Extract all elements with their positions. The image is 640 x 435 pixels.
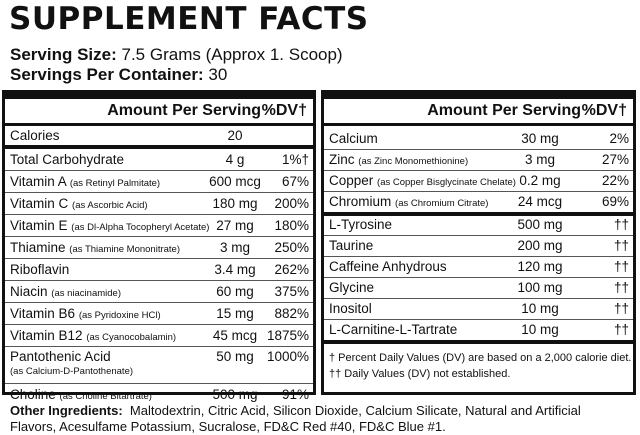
nutrient-name — [329, 192, 488, 214]
other-ingredients-text: Maltodextrin, Citric Acid, Silicon Dioxide, Calcium Silicate, Natural and Artificial Flavors, Acesulfame Potassium, Sucralose, FD&C Red #40, FD&C Blue #1. — [10, 403, 581, 434]
nutrient-dv: †† — [613, 259, 629, 274]
nutrient-amount: 500 mg — [517, 217, 563, 232]
nutrient-row — [5, 193, 313, 215]
nutrient-amount: 50 mg — [216, 349, 254, 364]
nutrient-row — [324, 278, 633, 299]
nutrient-name-text: Thiamine — [10, 240, 66, 255]
other-ingredients-label: Other Ingredients: — [10, 403, 123, 418]
nutrient-name — [10, 193, 148, 216]
nutrient-amount: 20 — [227, 128, 243, 143]
nutrient-row — [5, 127, 313, 149]
nutrient-amount: 200 mg — [517, 238, 563, 253]
other-ingredients — [10, 403, 630, 435]
nutrient-row — [5, 347, 313, 384]
footnote-percent-dv: † Percent Daily Values (DV) are based on a 2,000 calorie diet. — [329, 352, 632, 364]
nutrient-name-text: Vitamin B12 — [10, 328, 83, 343]
nutrient-amount: 10 mg — [521, 322, 559, 337]
nutrient-name — [10, 127, 60, 145]
nutrient-source-note: (as Zinc Monomethionine) — [358, 156, 469, 167]
servings-per-container-label: Servings Per Container: — [10, 65, 204, 84]
nutrient-name — [329, 171, 516, 193]
nutrient-name-text: Calories — [10, 128, 60, 143]
nutrient-dv: †† — [613, 322, 629, 337]
nutrient-name — [329, 320, 457, 340]
nutrient-dv: 27% — [601, 152, 629, 167]
nutrient-amount: 45 mcg — [212, 328, 258, 343]
nutrient-name-text: Vitamin E — [10, 218, 68, 233]
nutrient-amount: 180 mg — [212, 196, 258, 211]
nutrient-name — [10, 237, 180, 260]
servings-per-container-value: 30 — [208, 65, 228, 84]
right-nutrient-panel — [321, 90, 636, 395]
nutrient-dv: 2% — [609, 131, 629, 146]
right-panel-header — [324, 99, 633, 126]
page-title: SUPPLEMENT FACTS — [9, 1, 369, 37]
nutrient-dv: 375% — [274, 284, 309, 299]
nutrient-amount: 0.2 mg — [519, 173, 561, 188]
nutrient-amount: 600 mcg — [209, 174, 261, 189]
nutrient-source-note: (as Pyridoxine HCl) — [78, 310, 161, 321]
nutrient-name-text: Niacin — [10, 284, 48, 299]
nutrient-row — [324, 192, 633, 216]
left-nutrient-panel — [2, 90, 316, 402]
nutrient-name — [10, 303, 161, 326]
nutrient-source-note: (as Calcium-D-Pantothenate) — [10, 366, 134, 377]
nutrient-name-text: Glycine — [329, 280, 375, 295]
nutrient-name — [329, 236, 373, 256]
nutrient-dv: 69% — [601, 194, 629, 209]
nutrient-row — [324, 129, 633, 150]
nutrient-row — [5, 281, 313, 303]
nutrient-name-text: Taurine — [329, 238, 374, 253]
nutrient-name-text: Vitamin B6 — [10, 306, 76, 321]
nutrient-name-text: Total Carbohydrate — [10, 152, 125, 167]
nutrient-amount: 27 mg — [216, 218, 254, 233]
left-panel-header — [5, 99, 313, 126]
nutrient-name-text: Vitamin C — [10, 196, 69, 211]
nutrient-source-note: (as Cyanocobalamin) — [86, 332, 177, 343]
nutrient-name-text: Riboflavin — [10, 262, 70, 277]
nutrient-dv: 882% — [274, 306, 309, 321]
nutrient-name — [329, 129, 378, 149]
nutrient-name-text: Chromium — [329, 194, 392, 209]
nutrient-source-note: (as Thiamine Mononitrate) — [69, 244, 181, 255]
nutrient-amount: 15 mg — [216, 306, 254, 321]
nutrient-name — [329, 215, 392, 235]
nutrient-amount: 4 g — [225, 152, 245, 167]
nutrient-source-note: (as Dl-Alpha Tocopheryl Acetate) — [71, 222, 210, 233]
nutrient-name-text: Calcium — [329, 131, 378, 146]
nutrient-amount: 500 mg — [212, 387, 258, 402]
serving-size-value: 7.5 Grams (Approx 1. Scoop) — [121, 45, 343, 64]
nutrient-row — [324, 257, 633, 278]
nutrient-amount: 60 mg — [216, 284, 254, 299]
nutrient-dv: 1000% — [266, 349, 309, 364]
nutrient-name — [10, 281, 121, 304]
serving-size — [10, 45, 343, 65]
nutrient-row — [5, 215, 313, 237]
nutrient-amount: 100 mg — [517, 280, 563, 295]
nutrient-row — [5, 259, 313, 281]
serving-size-label: Serving Size: — [10, 45, 117, 64]
nutrient-row — [324, 299, 633, 320]
nutrient-name — [10, 171, 160, 194]
nutrient-dv: †† — [613, 217, 629, 232]
nutrient-name — [10, 259, 69, 280]
dv-heading: %DV† — [261, 102, 307, 119]
nutrient-dv: 180% — [274, 218, 309, 233]
nutrient-name-text: Copper — [329, 173, 374, 188]
nutrient-row — [324, 215, 633, 236]
nutrient-amount: 24 mcg — [517, 194, 563, 209]
nutrient-row — [5, 237, 313, 259]
nutrient-dv: 1%† — [281, 152, 309, 167]
nutrient-row — [5, 303, 313, 325]
nutrient-dv: 1875% — [266, 328, 309, 343]
footnote-dv-not-established: †† Daily Values (DV) not established. — [329, 368, 511, 380]
nutrient-name — [329, 278, 374, 298]
nutrient-dv: †† — [613, 301, 629, 316]
nutrient-source-note: (as niacinamide) — [51, 288, 121, 299]
nutrient-row — [324, 150, 633, 171]
nutrient-amount: 3 mg — [524, 152, 555, 167]
nutrient-name-text: Caffeine Anhydrous — [329, 259, 447, 274]
nutrient-dv: 250% — [274, 240, 309, 255]
amount-per-serving-heading: Amount Per Serving — [107, 102, 261, 119]
nutrient-row — [5, 171, 313, 193]
nutrient-source-note: (as Copper Bisglycinate Chelate) — [377, 177, 516, 188]
nutrient-source-note: (as Ascorbic Acid) — [72, 200, 148, 211]
nutrient-name — [10, 347, 111, 366]
nutrient-name — [329, 299, 372, 319]
nutrient-amount: 3.4 mg — [214, 262, 256, 277]
nutrient-name — [10, 325, 176, 348]
nutrient-row — [324, 236, 633, 257]
nutrient-row — [324, 171, 633, 192]
nutrient-name-text: Pantothenic Acid — [10, 349, 111, 364]
nutrient-name-text: L-Tyrosine — [329, 217, 393, 232]
nutrient-row — [5, 325, 313, 347]
nutrient-row — [5, 149, 313, 171]
dv-heading: %DV† — [581, 102, 627, 119]
amount-per-serving-heading: Amount Per Serving — [427, 102, 581, 119]
nutrient-dv: 67% — [281, 174, 309, 189]
nutrient-name — [329, 257, 447, 277]
nutrient-amount: 120 mg — [517, 259, 563, 274]
nutrient-name-text: L-Carnitine-L-Tartrate — [329, 322, 458, 337]
nutrient-name — [10, 149, 124, 170]
nutrient-dv: †† — [613, 238, 629, 253]
nutrient-row — [5, 384, 313, 405]
nutrient-dv: 91% — [281, 387, 309, 402]
nutrient-dv: †† — [613, 280, 629, 295]
servings-per-container — [10, 65, 227, 85]
nutrient-amount: 3 mg — [219, 240, 250, 255]
nutrient-name — [329, 150, 468, 172]
nutrient-source-note: (as Retinyl Palmitate) — [69, 178, 161, 189]
nutrient-amount: 10 mg — [521, 301, 559, 316]
nutrient-dv: 22% — [601, 173, 629, 188]
nutrient-name — [10, 215, 209, 238]
nutrient-name-text: Zinc — [329, 152, 355, 167]
nutrient-source-note: (as Choline Bitartrate) — [59, 391, 152, 402]
nutrient-dv: 262% — [274, 262, 309, 277]
nutrient-name-text: Inositol — [329, 301, 372, 316]
nutrient-dv: 200% — [274, 196, 309, 211]
nutrient-row — [324, 320, 633, 344]
nutrient-name-text: Choline — [10, 387, 56, 402]
nutrient-amount: 30 mg — [521, 131, 559, 146]
nutrient-name-text: Vitamin A — [10, 174, 67, 189]
nutrient-source-note: (as Chromium Citrate) — [395, 198, 489, 209]
